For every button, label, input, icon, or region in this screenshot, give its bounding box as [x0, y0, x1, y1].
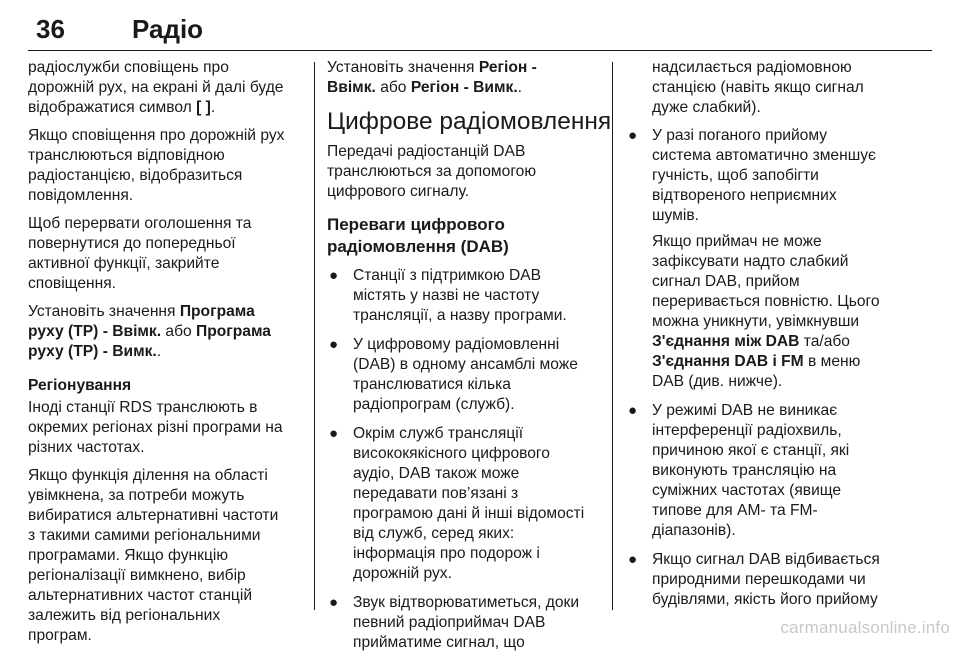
- bullet-icon: ●: [329, 594, 339, 611]
- section-title: Радіо: [132, 14, 204, 44]
- menu-option: руху (TP) - Ввімк.: [28, 323, 162, 340]
- paragraph: радіослужби сповіщень про дорожній рух, на екрані й далі буде відображатися символ [ ].: [28, 59, 284, 116]
- paragraph: Якщо сповіщення про дорожній рух транслюються відповідною радіостанцією, відобразиться повідомлення.: [28, 127, 285, 204]
- list-item: ● У разі поганого прийому система автоматично зменшує гучність, щоб запобігти відтвореного неприємних шумів. Якщо приймач не може зафіксувати надто слабкий сигнал DAB, прийом переривається повністю. Цього можна уникнути, увімкнувши З'єднання між DAB та/або З'єднання DAB і FM в меню DAB (див. нижче).: [628, 127, 880, 390]
- traffic-symbol: [ ]: [196, 99, 211, 116]
- list-item: ● Звук відтворюватиметься, доки певний радіоприймач DAB прийматиме сигнал, що: [329, 594, 580, 651]
- menu-option: З'єднання між DAB: [652, 333, 800, 350]
- list-item: ● У цифровому радіомовленні (DAB) в одному ансамблі може транслюватися кілька радіопрограм (служб).: [329, 336, 578, 413]
- column-3: [626, 58, 934, 619]
- menu-option: Програма: [196, 323, 271, 340]
- paragraph: Передачі радіостанцій DAB транслюються за допомогою цифрового сигналу.: [327, 143, 537, 200]
- paragraph: надсилається радіомовною станцією (навіть якщо сигнал дуже слабкий).: [652, 59, 864, 116]
- bullet-icon: ●: [628, 402, 638, 419]
- bullet-icon: ●: [329, 425, 339, 442]
- bullet-icon: ●: [329, 267, 339, 284]
- watermark: carmanualsonline.info: [780, 618, 950, 637]
- heading-regional: Регіонування: [28, 377, 132, 394]
- paragraph: Іноді станції RDS транслюють в окремих регіонах різні програми на різних частотах.: [28, 399, 283, 456]
- menu-option: Ввімк.: [327, 79, 376, 96]
- page-header: [28, 14, 932, 54]
- bullet-icon: ●: [329, 336, 339, 353]
- list-item: ● Окрім служб трансляції висококякісного цифрового аудіо, DAB також може передавати пов’язані з програмою дані й інші відомості від служб, серед яких: інформація про подорож і дорожній рух.: [329, 425, 585, 582]
- menu-option: З'єднання DAB і FM: [652, 353, 804, 370]
- paragraph: Установіть значення Програма руху (TP) - Ввімк. або Програма руху (TP) - Вимк..: [28, 303, 271, 360]
- menu-option: Регіон - Вимк.: [410, 79, 518, 96]
- paragraph: Установіть значення Регіон - Ввімк. або Регіон - Вимк..: [327, 59, 537, 96]
- heading-digital-radio: Цифрове радіомовлення: [327, 108, 612, 135]
- menu-option: руху (TP) - Вимк.: [28, 343, 157, 360]
- paragraph: Якщо функція ділення на області увімкнена, за потреби можуть вибиратися альтернативні частоти з такими самими регіональними програмами. Якщо функцію регіоналізації вимкнено, вибір альтернативних частот станцій залежить від регіональних програм.: [28, 467, 279, 644]
- advantages-list: [327, 266, 605, 653]
- paragraph: Щоб перервати оголошення та повернутися до попередньої активної функції, закрийте сповіщення.: [28, 215, 252, 292]
- column-2: [327, 58, 612, 662]
- menu-option: Регіон -: [478, 59, 537, 76]
- column-divider-2: [612, 62, 613, 610]
- list-item: ● Станції з підтримкою DAB містять у назві не частоту трансляції, а назву програми.: [329, 267, 567, 324]
- column-divider-1: [314, 62, 315, 610]
- subheading-dab-advantages: Переваги цифрового радіомовлення (DAB): [327, 215, 509, 256]
- page-number: 36: [36, 14, 65, 44]
- list-item: ● Якщо сигнал DAB відбивається природними перешкодами чи будівлями, якість його прийому: [628, 551, 880, 608]
- bullet-icon: ●: [628, 551, 638, 568]
- bullet-icon: ●: [628, 127, 638, 144]
- menu-option: Програма: [179, 303, 255, 320]
- list-item: ● У режимі DAB не виникає інтерференції радіохвиль, причиною якої є станції, які виконують трансляцію на суміжних частотах (явище типове для АМ- та FM- діапазонів).: [628, 402, 850, 539]
- column-1: [28, 58, 304, 654]
- advantages-list-continued: [626, 126, 934, 610]
- header-divider: [28, 50, 932, 51]
